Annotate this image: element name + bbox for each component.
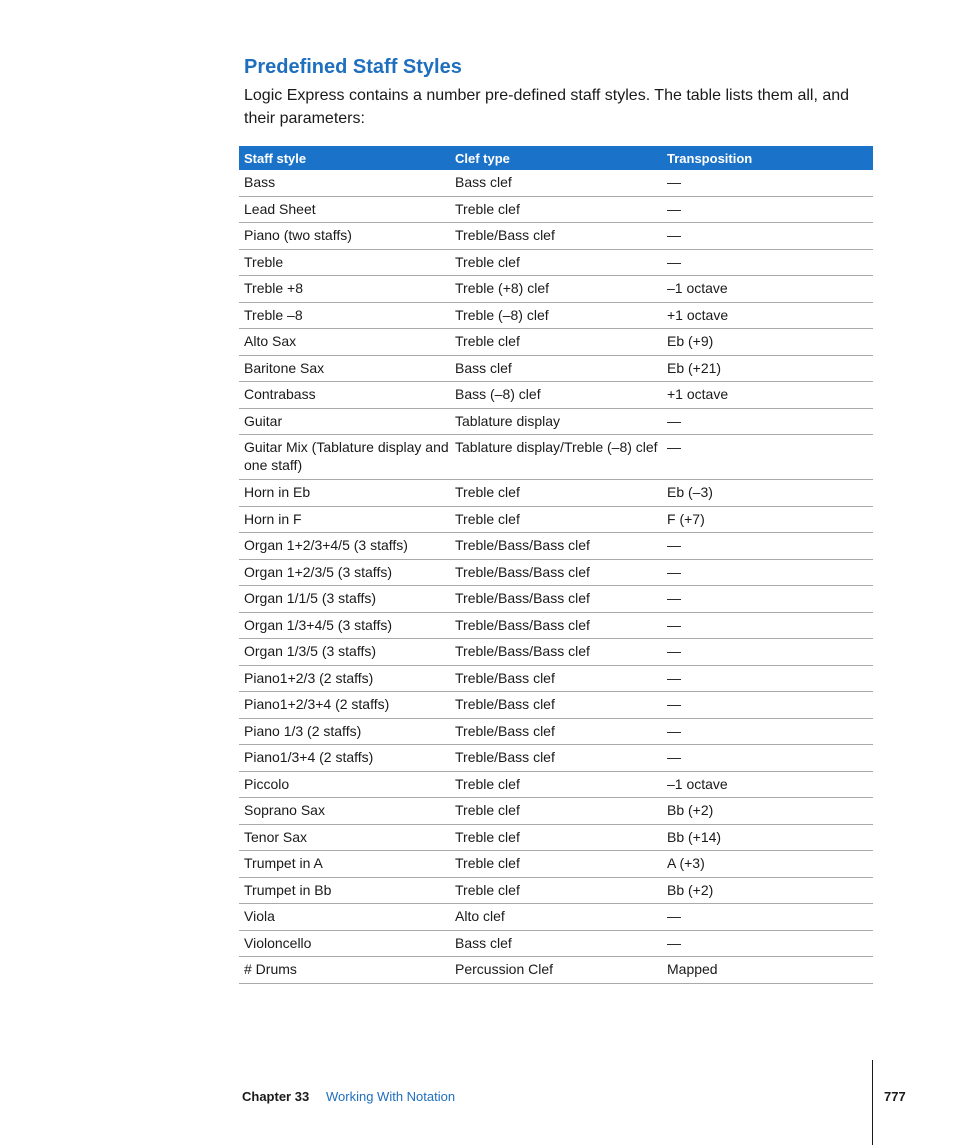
cell-transposition: –1 octave — [667, 280, 728, 296]
cell-transposition: Eb (+21) — [667, 359, 722, 376]
cell-staff-style: Piano 1/3 (2 staffs) — [244, 722, 362, 739]
cell-transposition: — — [667, 537, 681, 553]
cell-transposition: +1 octave — [667, 306, 729, 323]
table-row — [239, 719, 873, 746]
cell-staff-style: Guitar Mix (Tablature display and one staff) — [244, 439, 449, 473]
cell-clef-type: Treble clef — [455, 802, 520, 818]
cell-staff-style: Organ 1+2/3+4/5 (3 staffs) — [244, 537, 408, 553]
cell-transposition: — — [667, 722, 681, 739]
cell-staff-style: Organ 1/1/5 (3 staffs) — [244, 590, 377, 606]
cell-transposition: Eb (–3) — [667, 484, 713, 500]
cell-staff-style: Tenor Sax — [244, 828, 308, 845]
cell-transposition: Bb (+2) — [667, 802, 714, 818]
cell-transposition: Bb (+14) — [667, 828, 722, 845]
footer-page-number: 777 — [884, 1089, 906, 1104]
table-row — [239, 957, 873, 984]
cell-transposition: — — [667, 253, 681, 270]
section-heading: Predefined Staff Styles — [244, 56, 462, 78]
table-row — [239, 904, 873, 931]
cell-clef-type: Treble/Bass clef — [455, 696, 555, 712]
table-row — [239, 851, 873, 878]
table-row — [239, 170, 873, 197]
cell-staff-style: Piano1+2/3 (2 staffs) — [244, 669, 374, 686]
cell-clef-type: Treble clef — [455, 200, 520, 217]
cell-staff-style: Piccolo — [244, 775, 290, 792]
cell-staff-style: Alto Sax — [244, 333, 297, 349]
table-row — [239, 560, 873, 587]
table-row — [239, 825, 873, 852]
intro-paragraph: Logic Express contains a number pre-defined staff styles. The table lists them all, and their parameters: — [244, 87, 850, 127]
cell-staff-style: Trumpet in A — [244, 855, 323, 871]
table-row — [239, 409, 873, 436]
table-row — [239, 878, 873, 905]
cell-transposition: — — [667, 439, 681, 455]
cell-transposition: +1 octave — [667, 386, 729, 402]
cell-transposition: — — [667, 934, 681, 951]
cell-transposition: — — [667, 590, 681, 606]
footer-divider — [872, 1060, 873, 1145]
cell-clef-type: Treble/Bass clef — [455, 722, 555, 739]
cell-transposition: A (+3) — [667, 855, 705, 871]
cell-staff-style: Treble — [244, 253, 284, 270]
cell-transposition: Eb (+9) — [667, 333, 714, 349]
cell-transposition: — — [667, 200, 681, 217]
footer-chapter-title: Working With Notation — [326, 1089, 456, 1104]
cell-clef-type: Bass clef — [455, 359, 512, 376]
cell-staff-style: Piano1/3+4 (2 staffs) — [244, 749, 374, 765]
cell-clef-type: Alto clef — [455, 908, 505, 924]
cell-clef-type: Bass clef — [455, 174, 512, 190]
cell-staff-style: Organ 1/3+4/5 (3 staffs) — [244, 616, 392, 633]
cell-staff-style: Bass — [244, 174, 276, 190]
footer-chapter-label: Chapter 33 — [242, 1089, 310, 1104]
cell-transposition: F (+7) — [667, 510, 705, 527]
cell-clef-type: Treble/Bass clef — [455, 669, 555, 686]
cell-transposition: –1 octave — [667, 775, 728, 792]
table-row — [239, 639, 873, 666]
cell-transposition: — — [667, 227, 681, 243]
header-transposition: Transposition — [667, 150, 753, 166]
table-row — [239, 745, 873, 772]
table-row — [239, 197, 873, 224]
cell-staff-style: Trumpet in Bb — [244, 881, 332, 898]
cell-transposition: — — [667, 669, 681, 686]
table-row — [239, 666, 873, 693]
cell-clef-type: Treble/Bass/Bass clef — [455, 563, 590, 580]
cell-clef-type: Percussion Clef — [455, 961, 554, 977]
table-row — [239, 303, 873, 330]
table-row — [239, 276, 873, 303]
cell-clef-type: Treble (–8) clef — [455, 306, 549, 323]
cell-clef-type: Treble/Bass/Bass clef — [455, 616, 590, 633]
cell-clef-type: Bass (–8) clef — [455, 386, 541, 402]
cell-staff-style: Violoncello — [244, 934, 312, 951]
cell-staff-style: Contrabass — [244, 386, 316, 402]
cell-clef-type: Bass clef — [455, 934, 512, 951]
cell-clef-type: Treble clef — [455, 253, 520, 270]
cell-clef-type: Treble clef — [455, 333, 520, 349]
cell-transposition: — — [667, 174, 681, 190]
staff-styles-table — [239, 146, 873, 984]
cell-transposition: — — [667, 412, 681, 429]
table-row — [239, 692, 873, 719]
table-row — [239, 250, 873, 277]
table-row — [239, 329, 873, 356]
cell-clef-type: Treble/Bass/Bass clef — [455, 590, 590, 606]
cell-staff-style: Lead Sheet — [244, 200, 316, 217]
table-row — [239, 382, 873, 409]
cell-staff-style: Horn in Eb — [244, 484, 311, 500]
cell-staff-style: Horn in F — [244, 510, 302, 527]
table-row — [239, 533, 873, 560]
cell-clef-type: Treble clef — [455, 484, 520, 500]
cell-clef-type: Treble clef — [455, 881, 520, 898]
header-clef-type: Clef type — [455, 150, 510, 166]
table-row — [239, 613, 873, 640]
cell-clef-type: Treble clef — [455, 828, 520, 845]
cell-clef-type: Treble clef — [455, 855, 520, 871]
cell-clef-type: Treble/Bass clef — [455, 749, 555, 765]
cell-clef-type: Treble (+8) clef — [455, 280, 550, 296]
cell-clef-type: Tablature display — [455, 412, 561, 429]
table-row — [239, 480, 873, 507]
cell-clef-type: Tablature display/Treble (–8) clef — [455, 439, 658, 455]
cell-staff-style: Piano1+2/3+4 (2 staffs) — [244, 696, 390, 712]
cell-staff-style: Piano (two staffs) — [244, 227, 352, 243]
cell-clef-type: Treble/Bass/Bass clef — [455, 537, 590, 553]
table-body — [239, 170, 873, 984]
cell-staff-style: Treble +8 — [244, 280, 304, 296]
table-header-row — [239, 146, 873, 170]
cell-staff-style: Guitar — [244, 412, 283, 429]
cell-staff-style: # Drums — [244, 961, 297, 977]
cell-transposition: — — [667, 749, 681, 765]
cell-clef-type: Treble/Bass clef — [455, 227, 555, 243]
cell-transposition: — — [667, 616, 681, 633]
table-row — [239, 931, 873, 958]
table-row — [239, 507, 873, 534]
table-row — [239, 586, 873, 613]
cell-transposition: Bb (+2) — [667, 881, 714, 898]
header-staff-style: Staff style — [244, 150, 307, 166]
cell-clef-type: Treble/Bass/Bass clef — [455, 643, 590, 659]
cell-transposition: — — [667, 643, 681, 659]
table-row — [239, 435, 873, 480]
cell-staff-style: Organ 1/3/5 (3 staffs) — [244, 643, 377, 659]
cell-staff-style: Organ 1+2/3/5 (3 staffs) — [244, 563, 392, 580]
cell-transposition: — — [667, 908, 681, 924]
cell-staff-style: Soprano Sax — [244, 802, 325, 818]
cell-transposition: — — [667, 563, 681, 580]
cell-clef-type: Treble clef — [455, 510, 520, 527]
table-row — [239, 223, 873, 250]
table-row — [239, 798, 873, 825]
cell-staff-style: Treble –8 — [244, 306, 303, 323]
cell-transposition: Mapped — [667, 961, 718, 977]
table-row — [239, 356, 873, 383]
cell-transposition: — — [667, 696, 681, 712]
cell-staff-style: Viola — [244, 908, 275, 924]
table-row — [239, 772, 873, 799]
cell-staff-style: Baritone Sax — [244, 359, 325, 376]
cell-clef-type: Treble clef — [455, 775, 520, 792]
